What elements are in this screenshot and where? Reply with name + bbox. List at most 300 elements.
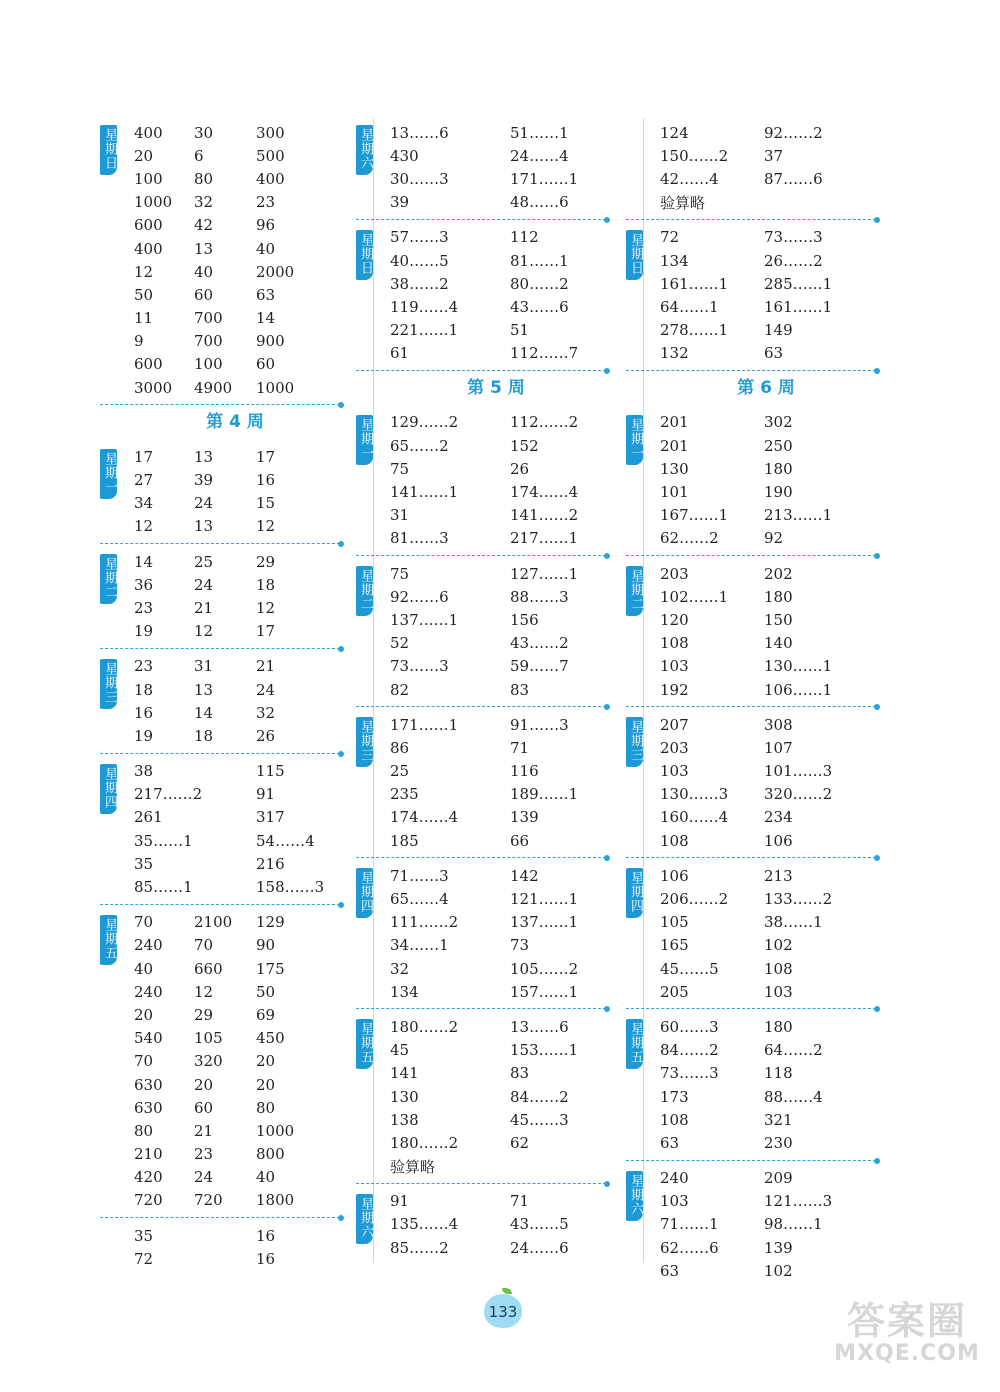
answer-value: 240 <box>134 982 163 1001</box>
answer-value: 18 <box>194 726 214 745</box>
answer-value: 127……1 <box>510 564 579 583</box>
answer-value: 103 <box>660 1192 689 1211</box>
answer-value: 185 <box>390 831 419 850</box>
answer-value: 13 <box>194 680 214 699</box>
answer-row <box>134 376 340 399</box>
day-tab: 星期六 <box>626 1171 643 1221</box>
answer-row <box>134 445 340 468</box>
answer-row <box>134 875 340 898</box>
answer-value: 137……1 <box>390 610 459 629</box>
answer-value: 203 <box>660 564 689 583</box>
day-block <box>626 220 876 371</box>
answer-value: 203 <box>660 738 689 757</box>
answer-value: 26 <box>510 459 530 478</box>
answer-value: 50 <box>256 982 276 1001</box>
answer-row <box>390 1039 606 1062</box>
answer-value: 26……2 <box>764 251 823 270</box>
answer-value: 180……2 <box>390 1017 459 1036</box>
answer-value: 25 <box>194 552 214 571</box>
answer-value: 174……4 <box>390 808 459 827</box>
answer-row <box>134 492 340 515</box>
answer-value: 24……6 <box>510 1238 569 1257</box>
answer-value: 60 <box>194 285 214 304</box>
answer-value: 133……2 <box>764 890 833 909</box>
answer-row <box>390 980 606 1003</box>
answer-row <box>134 214 340 237</box>
answer-value: 87……6 <box>764 169 823 188</box>
answer-value: 16 <box>256 471 276 490</box>
day-block <box>100 754 340 905</box>
answer-row <box>134 121 340 144</box>
answer-row <box>390 1085 606 1108</box>
answer-value: 42……4 <box>660 169 719 188</box>
answer-row <box>390 957 606 980</box>
answer-value: 70 <box>194 936 214 955</box>
answer-value: 13……6 <box>510 1017 569 1036</box>
check-omitted-note: 验算略 <box>660 193 706 212</box>
day-tab: 星期二 <box>100 554 117 604</box>
answer-value: 141 <box>390 1064 419 1083</box>
answer-value: 90 <box>256 936 276 955</box>
answer-value: 39 <box>390 193 410 212</box>
answer-value: 139 <box>510 808 539 827</box>
answer-row <box>660 272 876 295</box>
answer-value: 175 <box>256 959 285 978</box>
answer-value: 31 <box>194 657 214 676</box>
answer-value: 88……3 <box>510 587 569 606</box>
answer-value: 149 <box>764 321 793 340</box>
answer-value: 50 <box>134 285 154 304</box>
answer-value: 20 <box>134 146 154 165</box>
answer-value: 106 <box>764 831 793 850</box>
answer-row <box>134 1096 340 1119</box>
answer-row <box>134 934 340 957</box>
answer-value: 173 <box>660 1087 689 1106</box>
answer-value: 23 <box>256 193 276 212</box>
answer-row <box>660 1236 876 1259</box>
answer-row <box>134 620 340 643</box>
answer-value: 209 <box>764 1169 793 1188</box>
answer-row <box>660 655 876 678</box>
answer-column-3 <box>626 115 876 1287</box>
answer-value: 161……1 <box>764 297 833 316</box>
answer-row <box>660 434 876 457</box>
answer-row <box>660 1085 876 1108</box>
answer-row <box>390 457 606 480</box>
answer-row <box>134 573 340 596</box>
answer-row <box>660 632 876 655</box>
answer-value: 720 <box>194 1191 223 1210</box>
day-block <box>626 405 876 556</box>
answer-value: 121……3 <box>764 1192 833 1211</box>
answer-value: 9 <box>134 332 144 351</box>
answer-row <box>660 342 876 365</box>
answer-row <box>134 957 340 980</box>
answer-value: 64……1 <box>660 297 719 316</box>
answer-value: 37 <box>764 146 784 165</box>
answer-row <box>390 608 606 631</box>
answer-value: 59……7 <box>510 657 569 676</box>
answer-value: 43……5 <box>510 1215 569 1234</box>
answer-value: 75 <box>390 459 410 478</box>
answer-value: 112……2 <box>510 413 579 432</box>
day-tab: 星期二 <box>356 566 373 616</box>
answer-value: 69 <box>256 1005 276 1024</box>
answer-value: 106……1 <box>764 680 833 699</box>
answer-row <box>134 596 340 619</box>
day-tab: 星期四 <box>626 868 643 918</box>
answer-value: 201 <box>660 436 689 455</box>
answer-row <box>134 1119 340 1142</box>
answer-row <box>390 411 606 434</box>
answer-value: 24 <box>194 494 214 513</box>
answer-value: 138 <box>390 1110 419 1129</box>
answer-value: 210 <box>134 1145 163 1164</box>
answer-value: 43……6 <box>510 297 569 316</box>
day-tab: 星期日 <box>356 230 373 280</box>
answer-value: 64……2 <box>764 1041 823 1060</box>
day-tab: 星期五 <box>356 1019 373 1069</box>
day-tab: 星期二 <box>626 566 643 616</box>
answer-value: 45……3 <box>510 1110 569 1129</box>
answer-value: 63 <box>764 344 784 363</box>
answer-value: 234 <box>764 808 793 827</box>
answer-value: 180 <box>764 587 793 606</box>
answer-value: 54……4 <box>256 831 315 850</box>
answer-value: 158……3 <box>256 878 325 897</box>
answer-row <box>390 562 606 585</box>
answer-row <box>660 144 876 167</box>
watermark-domain: MXQE.COM <box>834 1341 980 1366</box>
answer-value: 40……5 <box>390 251 449 270</box>
answer-row <box>134 1189 340 1212</box>
day-block <box>356 115 606 220</box>
answer-value: 13……6 <box>390 123 449 142</box>
day-block <box>626 858 876 1009</box>
answer-value: 20 <box>134 1005 154 1024</box>
answer-row <box>390 504 606 527</box>
answer-value: 24 <box>256 680 276 699</box>
day-tab: 星期四 <box>356 868 373 918</box>
answer-value: 27 <box>134 471 154 490</box>
answer-value: 16 <box>256 1226 276 1245</box>
answer-row <box>660 980 876 1003</box>
answer-value: 84……2 <box>660 1041 719 1060</box>
answer-value: 52 <box>390 634 410 653</box>
answer-row <box>660 1167 876 1190</box>
answer-value: 51 <box>510 321 530 340</box>
answer-value: 80 <box>194 169 214 188</box>
answer-value: 83 <box>510 1064 530 1083</box>
answer-value: 45……5 <box>660 959 719 978</box>
answer-value: 302 <box>764 413 793 432</box>
answer-value: 40 <box>194 262 214 281</box>
answer-value: 120 <box>660 610 689 629</box>
answer-value: 153……1 <box>510 1041 579 1060</box>
answer-value: 34 <box>134 494 154 513</box>
answer-value: 32 <box>256 703 276 722</box>
answer-row <box>660 527 876 550</box>
answer-row <box>134 1247 340 1270</box>
answer-row <box>390 1131 606 1154</box>
answer-row <box>134 237 340 260</box>
day-tab: 星期六 <box>356 125 373 175</box>
answer-value: 171……1 <box>390 715 459 734</box>
week-heading: 第 4 周 <box>206 412 264 433</box>
answer-value: 165 <box>660 936 689 955</box>
answer-row <box>660 1015 876 1038</box>
answer-value: 102 <box>764 936 793 955</box>
answer-value: 40 <box>134 959 154 978</box>
answer-value: 72 <box>660 228 680 247</box>
answer-value: 21 <box>256 657 276 676</box>
answer-row <box>660 864 876 887</box>
answer-value: 16 <box>256 1249 276 1268</box>
answer-value: 85……2 <box>390 1238 449 1257</box>
answer-value: 98……1 <box>764 1215 823 1234</box>
day-block <box>356 858 606 1009</box>
answer-row <box>134 191 340 214</box>
answer-value: 40 <box>256 239 276 258</box>
answer-row <box>390 295 606 318</box>
answer-value: 11 <box>134 309 154 328</box>
answer-row <box>134 678 340 701</box>
answer-value: 111……2 <box>390 913 459 932</box>
answer-value: 60……3 <box>660 1017 719 1036</box>
answer-value: 207 <box>660 715 689 734</box>
answer-value: 19 <box>134 622 154 641</box>
week-heading: 第 5 周 <box>467 377 525 398</box>
answer-value: 73……3 <box>764 228 823 247</box>
day-block <box>100 115 340 405</box>
answer-value: 106 <box>660 866 689 885</box>
answer-value: 112……7 <box>510 344 579 363</box>
answer-value: 103 <box>660 657 689 676</box>
answer-value: 129……2 <box>390 413 459 432</box>
answer-value: 300 <box>256 123 285 142</box>
answer-value: 107 <box>764 738 793 757</box>
answer-value: 206……2 <box>660 890 729 909</box>
answer-value: 38 <box>134 762 154 781</box>
answer-row <box>660 678 876 701</box>
answer-value: 141……1 <box>390 483 459 502</box>
day-tab: 星期三 <box>356 717 373 767</box>
answer-value: 189……1 <box>510 785 579 804</box>
answer-row <box>390 655 606 678</box>
answer-value: 73……3 <box>390 657 449 676</box>
day-block <box>100 544 340 649</box>
answer-row <box>390 736 606 759</box>
answer-row <box>390 1062 606 1085</box>
answer-row <box>660 829 876 852</box>
answer-value: 70 <box>134 1052 154 1071</box>
answer-value: 86 <box>390 738 410 757</box>
answer-value: 42 <box>194 216 214 235</box>
answer-value: 73……3 <box>660 1064 719 1083</box>
answer-value: 63 <box>660 1261 680 1280</box>
answer-row <box>134 911 340 934</box>
day-block <box>100 1218 340 1275</box>
day-tab: 星期五 <box>626 1019 643 1069</box>
answer-value: 23 <box>134 598 154 617</box>
answer-row <box>390 760 606 783</box>
answer-value: 48……6 <box>510 193 569 212</box>
answer-value: 112 <box>510 228 539 247</box>
answer-value: 92……6 <box>390 587 449 606</box>
answer-row <box>660 783 876 806</box>
answer-value: 630 <box>134 1098 163 1117</box>
answer-value: 17 <box>256 447 276 466</box>
answer-row <box>660 1213 876 1236</box>
answer-value: 43……2 <box>510 634 569 653</box>
answer-row <box>660 957 876 980</box>
answer-row <box>390 1236 606 1259</box>
day-block <box>626 115 876 220</box>
answer-value: 119……4 <box>390 297 459 316</box>
answer-value: 250 <box>764 436 793 455</box>
day-block <box>100 905 340 1218</box>
answer-value: 25 <box>390 762 410 781</box>
answer-row <box>134 1050 340 1073</box>
answer-row <box>134 1224 340 1247</box>
day-block <box>100 439 340 544</box>
answer-value: 24 <box>194 575 214 594</box>
answer-value: 130……3 <box>660 785 729 804</box>
answer-value: 39 <box>194 471 214 490</box>
answer-value: 1000 <box>256 378 295 397</box>
day-block <box>356 405 606 556</box>
answer-value: 45 <box>390 1041 410 1060</box>
answer-value: 205 <box>660 982 689 1001</box>
answer-value: 71……3 <box>390 866 449 885</box>
answer-row <box>390 342 606 365</box>
answer-value: 18 <box>134 680 154 699</box>
answer-value: 137……1 <box>510 913 579 932</box>
check-omitted-note: 验算略 <box>390 1157 436 1176</box>
answer-value: 240 <box>134 936 163 955</box>
answer-value: 71 <box>510 1192 530 1211</box>
answer-row <box>390 1108 606 1131</box>
answer-row <box>390 527 606 550</box>
answer-value: 1000 <box>256 1121 295 1140</box>
answer-value: 140 <box>764 634 793 653</box>
watermark-title: 答案圈 <box>846 1299 967 1343</box>
answer-value: 156 <box>510 610 539 629</box>
answer-value: 66 <box>510 831 530 850</box>
answer-row <box>390 272 606 295</box>
answer-row <box>134 468 340 491</box>
answer-value: 81……1 <box>510 251 569 270</box>
answer-row <box>390 226 606 249</box>
answer-row <box>390 249 606 272</box>
answer-value: 72 <box>134 1249 154 1268</box>
answer-value: 400 <box>134 239 163 258</box>
answer-row <box>660 319 876 342</box>
answer-value: 13 <box>194 239 214 258</box>
answer-row <box>660 562 876 585</box>
answer-value: 720 <box>134 1191 163 1210</box>
answer-row <box>390 632 606 655</box>
answer-value: 174……4 <box>510 483 579 502</box>
day-block <box>356 1009 606 1183</box>
answer-value: 1000 <box>134 193 173 212</box>
answer-value: 216 <box>256 854 285 873</box>
answer-row <box>390 806 606 829</box>
answer-value: 36 <box>134 575 154 594</box>
answer-value: 24……4 <box>510 146 569 165</box>
answer-value: 12 <box>194 982 214 1001</box>
answer-value: 278……1 <box>660 321 729 340</box>
answer-row <box>134 783 340 806</box>
answer-value: 141……2 <box>510 506 579 525</box>
answer-value: 217……1 <box>510 529 579 548</box>
answer-value: 235 <box>390 785 419 804</box>
answer-row <box>390 480 606 503</box>
answer-value: 105 <box>194 1029 223 1048</box>
answer-value: 103 <box>660 762 689 781</box>
answer-value: 190 <box>764 483 793 502</box>
answer-value: 20 <box>256 1075 276 1094</box>
answer-value: 20 <box>194 1075 214 1094</box>
answer-row <box>134 701 340 724</box>
answer-row <box>390 121 606 144</box>
answer-value: 23 <box>194 1145 214 1164</box>
answer-value: 88……4 <box>764 1087 823 1106</box>
answer-value: 108 <box>660 634 689 653</box>
answer-row <box>390 911 606 934</box>
answer-value: 630 <box>134 1075 163 1094</box>
answer-value: 60 <box>194 1098 214 1117</box>
answer-row <box>660 121 876 144</box>
day-tab: 星期五 <box>100 915 117 965</box>
answer-value: 150……2 <box>660 146 729 165</box>
answer-value: 73 <box>510 936 530 955</box>
answer-row <box>390 1015 606 1038</box>
answer-row <box>660 608 876 631</box>
answer-value: 29 <box>194 1005 214 1024</box>
answer-value: 105……2 <box>510 959 579 978</box>
answer-value: 139 <box>764 1238 793 1257</box>
answer-row <box>134 1073 340 1096</box>
answer-value: 35 <box>134 1226 154 1245</box>
answer-value: 14 <box>134 552 154 571</box>
answer-row <box>660 457 876 480</box>
day-block <box>356 220 606 371</box>
answer-value: 142 <box>510 866 539 885</box>
answer-value: 321 <box>764 1110 793 1129</box>
answer-value: 91……3 <box>510 715 569 734</box>
answer-value: 118 <box>764 1064 793 1083</box>
answer-value: 2000 <box>256 262 295 281</box>
answer-value: 32 <box>194 193 214 212</box>
answer-value: 180 <box>764 1017 793 1036</box>
day-block <box>356 1184 606 1265</box>
answer-row <box>660 713 876 736</box>
answer-row <box>660 585 876 608</box>
answer-row <box>390 887 606 910</box>
answer-row <box>660 249 876 272</box>
answer-value: 30……3 <box>390 169 449 188</box>
answer-value: 135……4 <box>390 1215 459 1234</box>
answer-row <box>390 585 606 608</box>
answer-value: 115 <box>256 762 285 781</box>
answer-row <box>660 411 876 434</box>
answer-value: 285……1 <box>764 274 833 293</box>
answer-value: 23 <box>134 657 154 676</box>
answer-value: 213 <box>764 866 793 885</box>
answer-value: 70 <box>134 913 154 932</box>
answer-row <box>390 1213 606 1236</box>
